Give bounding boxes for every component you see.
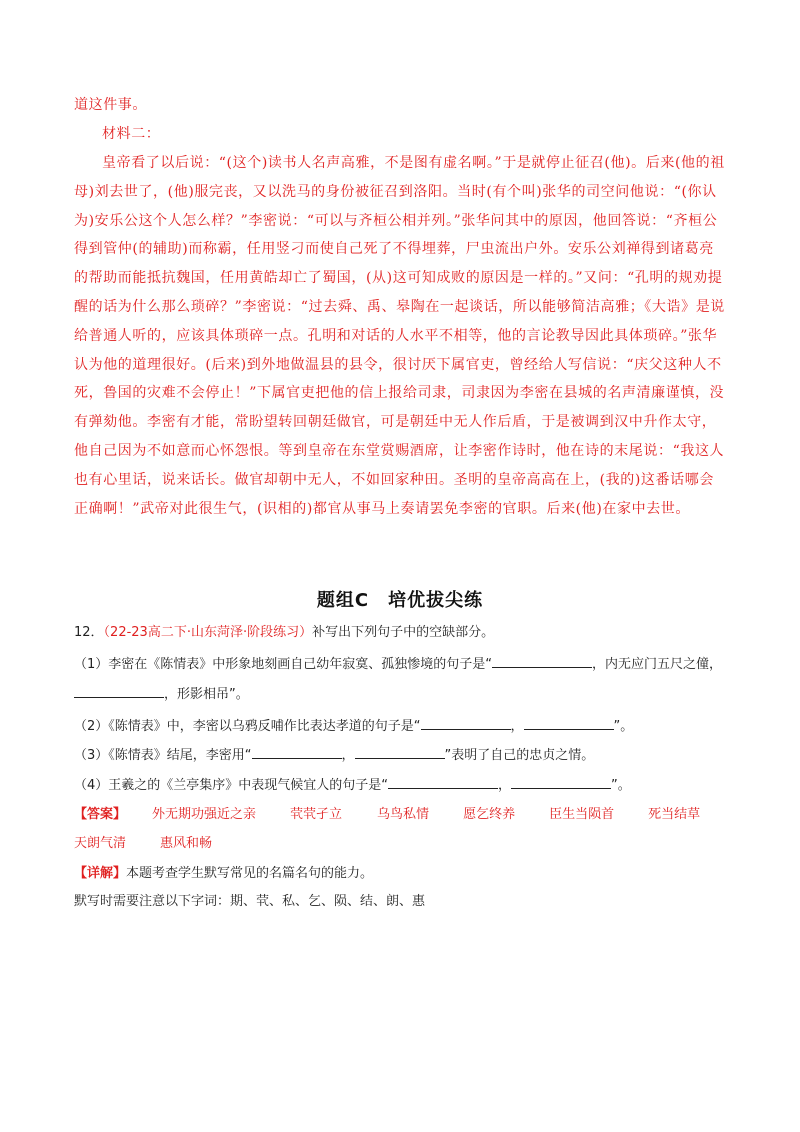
answer-row-1 (74, 805, 726, 825)
answer-item: 惠风和畅 (160, 836, 213, 851)
detail-label: 【详解】 (74, 866, 127, 881)
answer-blank (421, 716, 511, 730)
answer-blank (74, 684, 164, 698)
answer-blank (524, 716, 614, 730)
answer-blank (355, 745, 445, 759)
answer-blank (511, 775, 611, 789)
answer-item: 死当结草 (648, 807, 701, 822)
note: 默写时需要注意以下字词：期、茕、私、乞、陨、结、朗、惠 (74, 894, 426, 909)
answer-row-2 (74, 834, 726, 854)
detail-text: 本题考查学生默写常见的名篇名句的能力。 (126, 866, 374, 881)
answer-item: 外无期功强近之亲 (152, 807, 257, 822)
answer-blank (388, 775, 498, 789)
answer-item: 臣生当陨首 (549, 807, 615, 822)
question-prompt: 补写出下列句子中的空缺部分。 (312, 625, 495, 640)
answer-label: 【答案】 (74, 807, 127, 822)
question-item-4: （4）王羲之的《兰亭集序》中表现气候宜人的句子是“ ， ”。 (74, 775, 726, 796)
question-source: （22-23高二下·山东菏泽·阶段练习） (103, 625, 313, 640)
material2-label: 材料二： (102, 126, 161, 142)
answer-item: 茕茕孑立 (290, 807, 343, 822)
section-title: 题组C 培优拔尖练 (316, 590, 484, 611)
question-number: 12． (74, 625, 104, 640)
answer-item: 愿乞终养 (463, 807, 516, 822)
question-item-3: （3）《陈情表》结尾，李密用“ ， ”表明了自己的忠贞之情。 (74, 745, 726, 766)
answer-blank (492, 654, 592, 668)
material1-continuation: 道这件事。 (74, 97, 147, 113)
question-header (74, 623, 726, 643)
answer-blank (252, 745, 342, 759)
detail (74, 864, 726, 884)
answer-item: 乌鸟私情 (377, 807, 430, 822)
question-item-2: （2）《陈情表》中，李密以乌鸦反哺作比表达孝道的句子是“ ， ”。 (74, 716, 726, 737)
question-item-1: （1）李密在《陈情表》中形象地刻画自己幼年寂寞、孤独惨境的句子是“ ，内无应门五尺之僮， (74, 654, 726, 675)
material2-text: 皇帝看了以后说：“(这个)读书人名声高雅，不是图有虚名啊。”于是就停止征召(他)。后来(他的祖母)刘去世了，(他)服完丧，又以洗马的身份被征召到洛阳。当时(有个叫)张华的司空问他说：“(你认为)安乐公这个人怎么样？”李密说：“可以与齐桓公相并列。”张华问其中的原因，他回答说：“齐桓公得到管仲(的辅助)而称霸，任用竖刁而使自己死了不得埋葬，尸虫流出户外。安乐公刘禅得到诸葛亮的帮助而能抵抗魏国，任用黄皓却亡了蜀国，(从)这可知成败的原因是一样的。”又问：“孔明的规劝提醒的话为什么那么琐碎？”李密说：“过去舜、禹、皋陶在一起谈话，所以能够简洁高雅；《大诰》是说给普通人听的，应该具体琐碎一点。孔明和对话的人水平不相等，他的言论教导因此具体琐碎。”张华认为他的道理很好。(后来)到外地做温县的县令，很讨厌下属官吏，曾经给人写信说：“庆父这种人不死，鲁国的灾难不会停止！”下属官吏把他的信上报给司隶，司隶因为李密在县城的名声清廉谨慎，没有弹劾他。李密有才能，常盼望转回朝廷做官，可是朝廷中无人作后盾，于是被调到汉中升作太守，他自己因为不如意而心怀怨恨。等到皇帝在东堂赏赐酒席，让李密作诗时，他在诗的末尾说：“我这人也有心里话，说来话长。做官却朝中无人，不如回家种田。圣明的皇帝高高在上，(我的)这番话哪会正确啊！”武帝对此很生气，(识相的)都官从事马上奏请罢免李密的官职。后来(他)在家中去世。 (74, 155, 725, 517)
answer-item: 天朗气清 (74, 836, 127, 851)
question-item-1-cont: ，形影相吊”。 (74, 684, 726, 705)
